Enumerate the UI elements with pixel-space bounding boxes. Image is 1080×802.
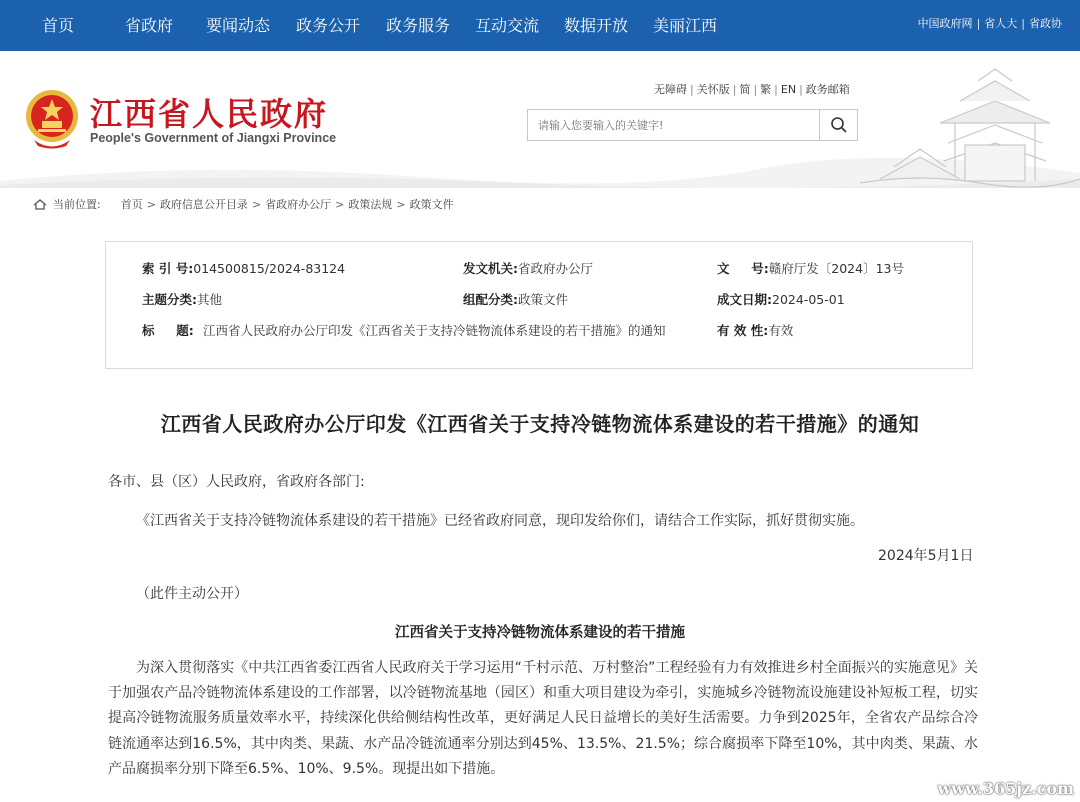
top-external-links [918,0,1062,51]
link-provincial-cppcc[interactable]: 省政协 [1029,17,1062,30]
info-value: 赣府厅发〔2024〕13号 [768,261,904,276]
article-salutation: 各市、县（区）人民政府，省政府各部门: [108,474,365,490]
info-issuing-agency [463,259,593,277]
link-provincial-congress[interactable]: 省人大 [984,17,1018,30]
info-label: 发文机关: [463,261,518,276]
search-input[interactable] [527,109,819,141]
info-date [717,290,845,308]
nav-item-government-affairs-open[interactable]: 政务公开 [296,16,361,35]
link-traditional[interactable]: 繁 [760,83,772,96]
info-topic [142,290,222,308]
breadcrumb-policy-documents[interactable]: 政策文件 [409,198,454,211]
info-label: 成文日期: [717,292,772,307]
utility-links [654,81,850,97]
info-label: 主题分类: [142,292,197,307]
site-subtitle: People's Government of Jiangxi Province [90,131,337,145]
nav-item-news[interactable]: 要闻动态 [206,16,271,35]
article-body-paragraph: 为深入贯彻落实《中共江西省委江西省人民政府关于学习运用“千村示范、万村整治”工程经验有力有效推进乡村全面振兴的实施意见》关于加强农产品冷链物流体系建设的工作部署，以冷链物流基地（园区）和重大项目建设为牵引，实施城乡冷链物流设施建设补短板工程，切实提高冷链物流服务质量效率水平，持续深化供给侧结构性改革，更好满足人民日益增长的美好生活需要。力争到2025年，全省农产品综合冷链流通率达到16.5%，其中肉类、果蔬、水产品冷链流通率分别达到45%、13.5%、21.5%；综合腐损率下降至10%，其中肉类、果蔬、水产品腐损率分别下降至6.5%、10%、9.5%。现提出如下措施。 [108,660,978,777]
info-value: 014500815/2024-83124 [193,261,346,276]
breadcrumb [33,196,454,212]
breadcrumb-separator: > [396,197,406,211]
search-icon [830,116,848,134]
link-elderly-mode[interactable]: 关怀版 [696,83,730,96]
info-document-number [717,259,904,277]
info-label: 组配分类: [463,292,518,307]
breadcrumb-separator: > [146,197,156,211]
divider: | [976,17,981,30]
national-emblem-icon [22,85,82,151]
divider: | [690,83,694,96]
breadcrumb-label: 当前位置: [53,198,101,211]
info-title-label [142,321,194,339]
breadcrumb-separator: > [251,197,262,211]
nav-item-beautiful-jiangxi[interactable]: 美丽江西 [653,16,718,35]
article-subtitle: 江西省关于支持冷链物流体系建设的若干措施 [395,625,685,641]
divider: | [753,83,758,96]
link-english[interactable]: EN [780,83,797,96]
info-value: 省政府办公厅 [518,261,594,276]
nav-item-interaction[interactable]: 互动交流 [475,16,540,35]
info-index-number [142,259,345,277]
breadcrumb-info-directory[interactable]: 政府信息公开目录 [159,198,248,211]
article-title: 江西省人民政府办公厅印发《江西省关于支持冷链物流体系建设的若干措施》的通知 [160,412,920,436]
site-title[interactable]: 江西省人民政府 [90,95,329,133]
info-value: 有效 [768,323,794,338]
article-intro: 《江西省关于支持冷链物流体系建设的若干措施》已经省政府同意，现印发给你们，请结合工作实际，抓好贯彻实施。 [136,513,864,529]
pagoda-illustration [860,61,1080,188]
info-value: 其他 [197,292,223,307]
document-info-table [105,241,973,369]
article-public-note: （此件主动公开） [136,586,248,602]
info-label: 文 号: [717,261,769,276]
nav-item-government-services[interactable]: 政务服务 [386,16,451,35]
nav-item-home[interactable]: 首页 [42,16,75,35]
info-value: 政策文件 [518,292,569,307]
breadcrumb-general-office[interactable]: 省政府办公厅 [265,198,332,211]
search-button[interactable] [819,109,858,141]
divider: | [799,83,803,96]
breadcrumb-separator: > [335,197,345,211]
watermark: www.365jz.com [937,779,1074,798]
nav-item-open-data[interactable]: 数据开放 [564,16,629,35]
link-china-government[interactable]: 中国政府网 [917,17,973,30]
info-value: 2024-05-01 [772,292,845,307]
top-navigation-bar [0,0,1080,51]
divider: | [1021,17,1025,30]
nav-item-provincial-government[interactable]: 省政府 [125,16,174,35]
breadcrumb-policies[interactable]: 政策法规 [348,198,393,211]
info-validity [717,321,793,339]
divider: | [774,83,778,96]
info-label: 有 效 性: [717,323,769,338]
link-government-mail[interactable]: 政务邮箱 [805,83,850,96]
link-simplified[interactable]: 简 [739,83,751,96]
divider: | [732,83,737,96]
info-category [463,290,568,308]
info-label: 标 题: [142,323,194,338]
link-accessibility[interactable]: 无障碍 [654,83,687,96]
site-header [0,51,1080,188]
home-icon [33,199,47,210]
info-label: 索 引 号: [142,261,194,276]
breadcrumb-home[interactable]: 首页 [120,198,143,211]
article-date: 2024年5月1日 [878,548,974,564]
info-title-value: 江西省人民政府办公厅印发《江西省关于支持冷链物流体系建设的若干措施》的通知 [203,323,666,338]
